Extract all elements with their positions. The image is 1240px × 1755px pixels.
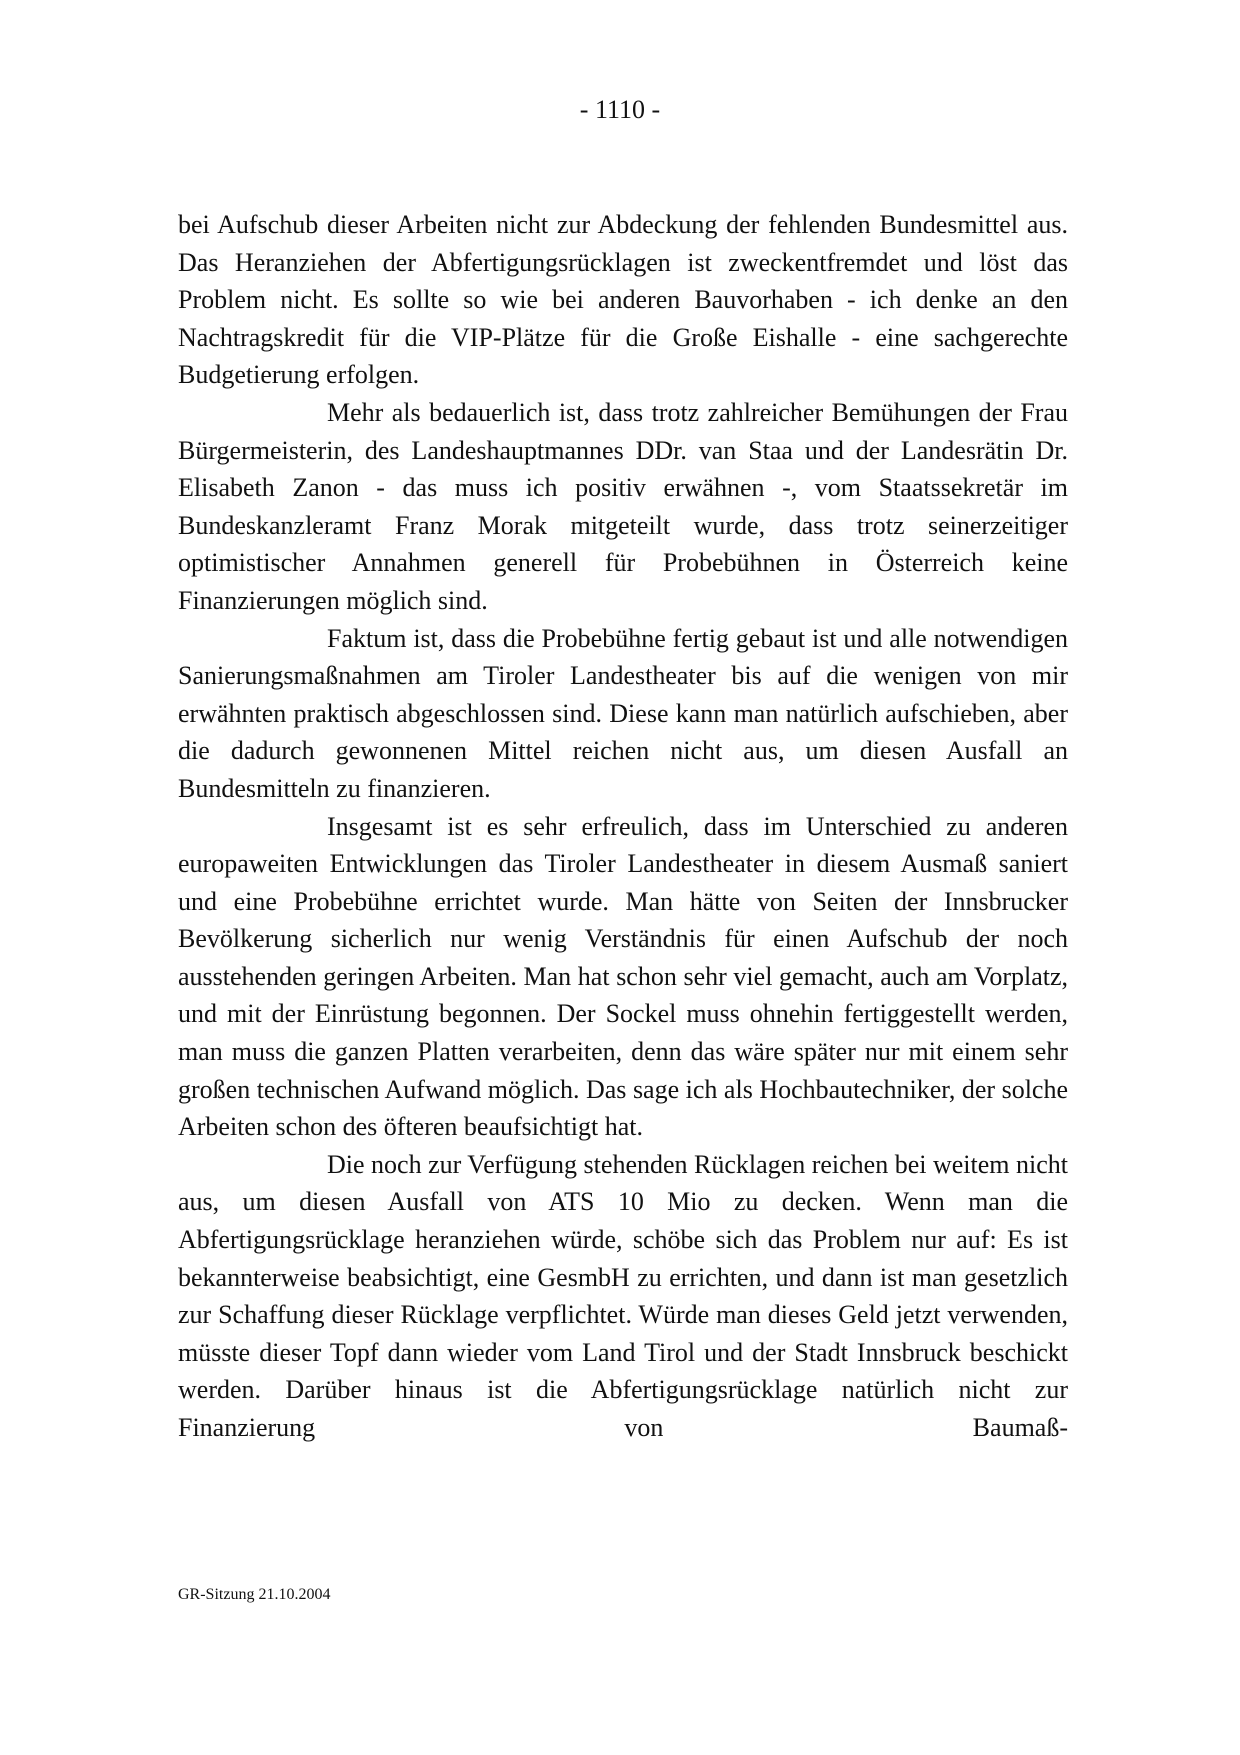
paragraph: Mehr als bedauerlich ist, dass trotz zahlreicher Bemühungen der Frau Bürgermeisterin, des Landeshauptmannes DDr. van Staa und der Landesrätin Dr. Elisabeth Zanon - das muss ich positiv erwähnen -, vom Staatssekretär im Bundeskanzleramt Franz Morak mitgeteilt wurde, dass trotz seinerzeitiger optimistischer Annahmen generell für Probebühnen in Österreich keine Finanzierungen möglich sind. (178, 397, 1068, 615)
paragraph: Die noch zur Verfügung stehenden Rücklagen reichen bei weitem nicht aus, um diesen Ausfall von ATS 10 Mio zu decken. Wenn man die Abfertigungsrücklage heranziehen würde, schöbe sich das Problem nur auf: Es ist bekannterweise beabsichtigt, eine GesmbH zu errichten, und dann ist man gesetzlich zur Schaffung dieser Rücklage verpflichtet. Würde man dieses Geld jetzt verwenden, müsste dieser Topf dann wieder vom Land Tirol und der Stadt Innsbruck beschickt werden. Darüber hinaus ist die Abfertigungsrücklage natürlich nicht zur Finanzierung von Baumaß- (178, 1149, 1068, 1442)
paragraph: bei Aufschub dieser Arbeiten nicht zur Abdeckung der fehlenden Bundesmittel aus. Das Heranziehen der Abfertigungsrücklagen ist zweckentfremdet und löst das Problem nicht. Es sollte so wie bei anderen Bauvorhaben - ich denke an den Nachtragskredit für die VIP-Plätze für die Große Eishalle - eine sachgerechte Budgetierung erfolgen. (178, 210, 1068, 390)
document-body (178, 206, 1068, 1447)
footer-session-date: GR-Sitzung 21.10.2004 (178, 1586, 331, 1603)
paragraph: Faktum ist, dass die Probebühne fertig gebaut ist und alle notwendigen Sanierungsmaßnahmen am Tiroler Landestheater bis auf die wenigen von mir erwähnten praktisch abgeschlossen sind. Diese kann man natürlich aufschieben, aber die dadurch gewonnenen Mittel reichen nicht aus, um diesen Ausfall an Bundesmitteln zu finanzieren. (178, 623, 1068, 803)
paragraph: Insgesamt ist es sehr erfreulich, dass im Unterschied zu anderen europaweiten Entwicklungen das Tiroler Landestheater in diesem Ausmaß saniert und eine Probebühne errichtet wurde. Man hätte von Seiten der Innsbrucker Bevölkerung sicherlich nur wenig Verständnis für einen Aufschub der noch ausstehenden geringen Arbeiten. Man hat schon sehr viel gemacht, auch am Vorplatz, und mit der Einrüstung begonnen. Der Sockel muss ohnehin fertiggestellt werden, man muss die ganzen Platten verarbeiten, denn das wäre später nur mit einem sehr großen technischen Aufwand möglich. Das sage ich als Hochbautechniker, der solche Arbeiten schon des öfteren beaufsichtigt hat. (178, 811, 1068, 1142)
page-number: - 1110 - (579, 95, 661, 124)
